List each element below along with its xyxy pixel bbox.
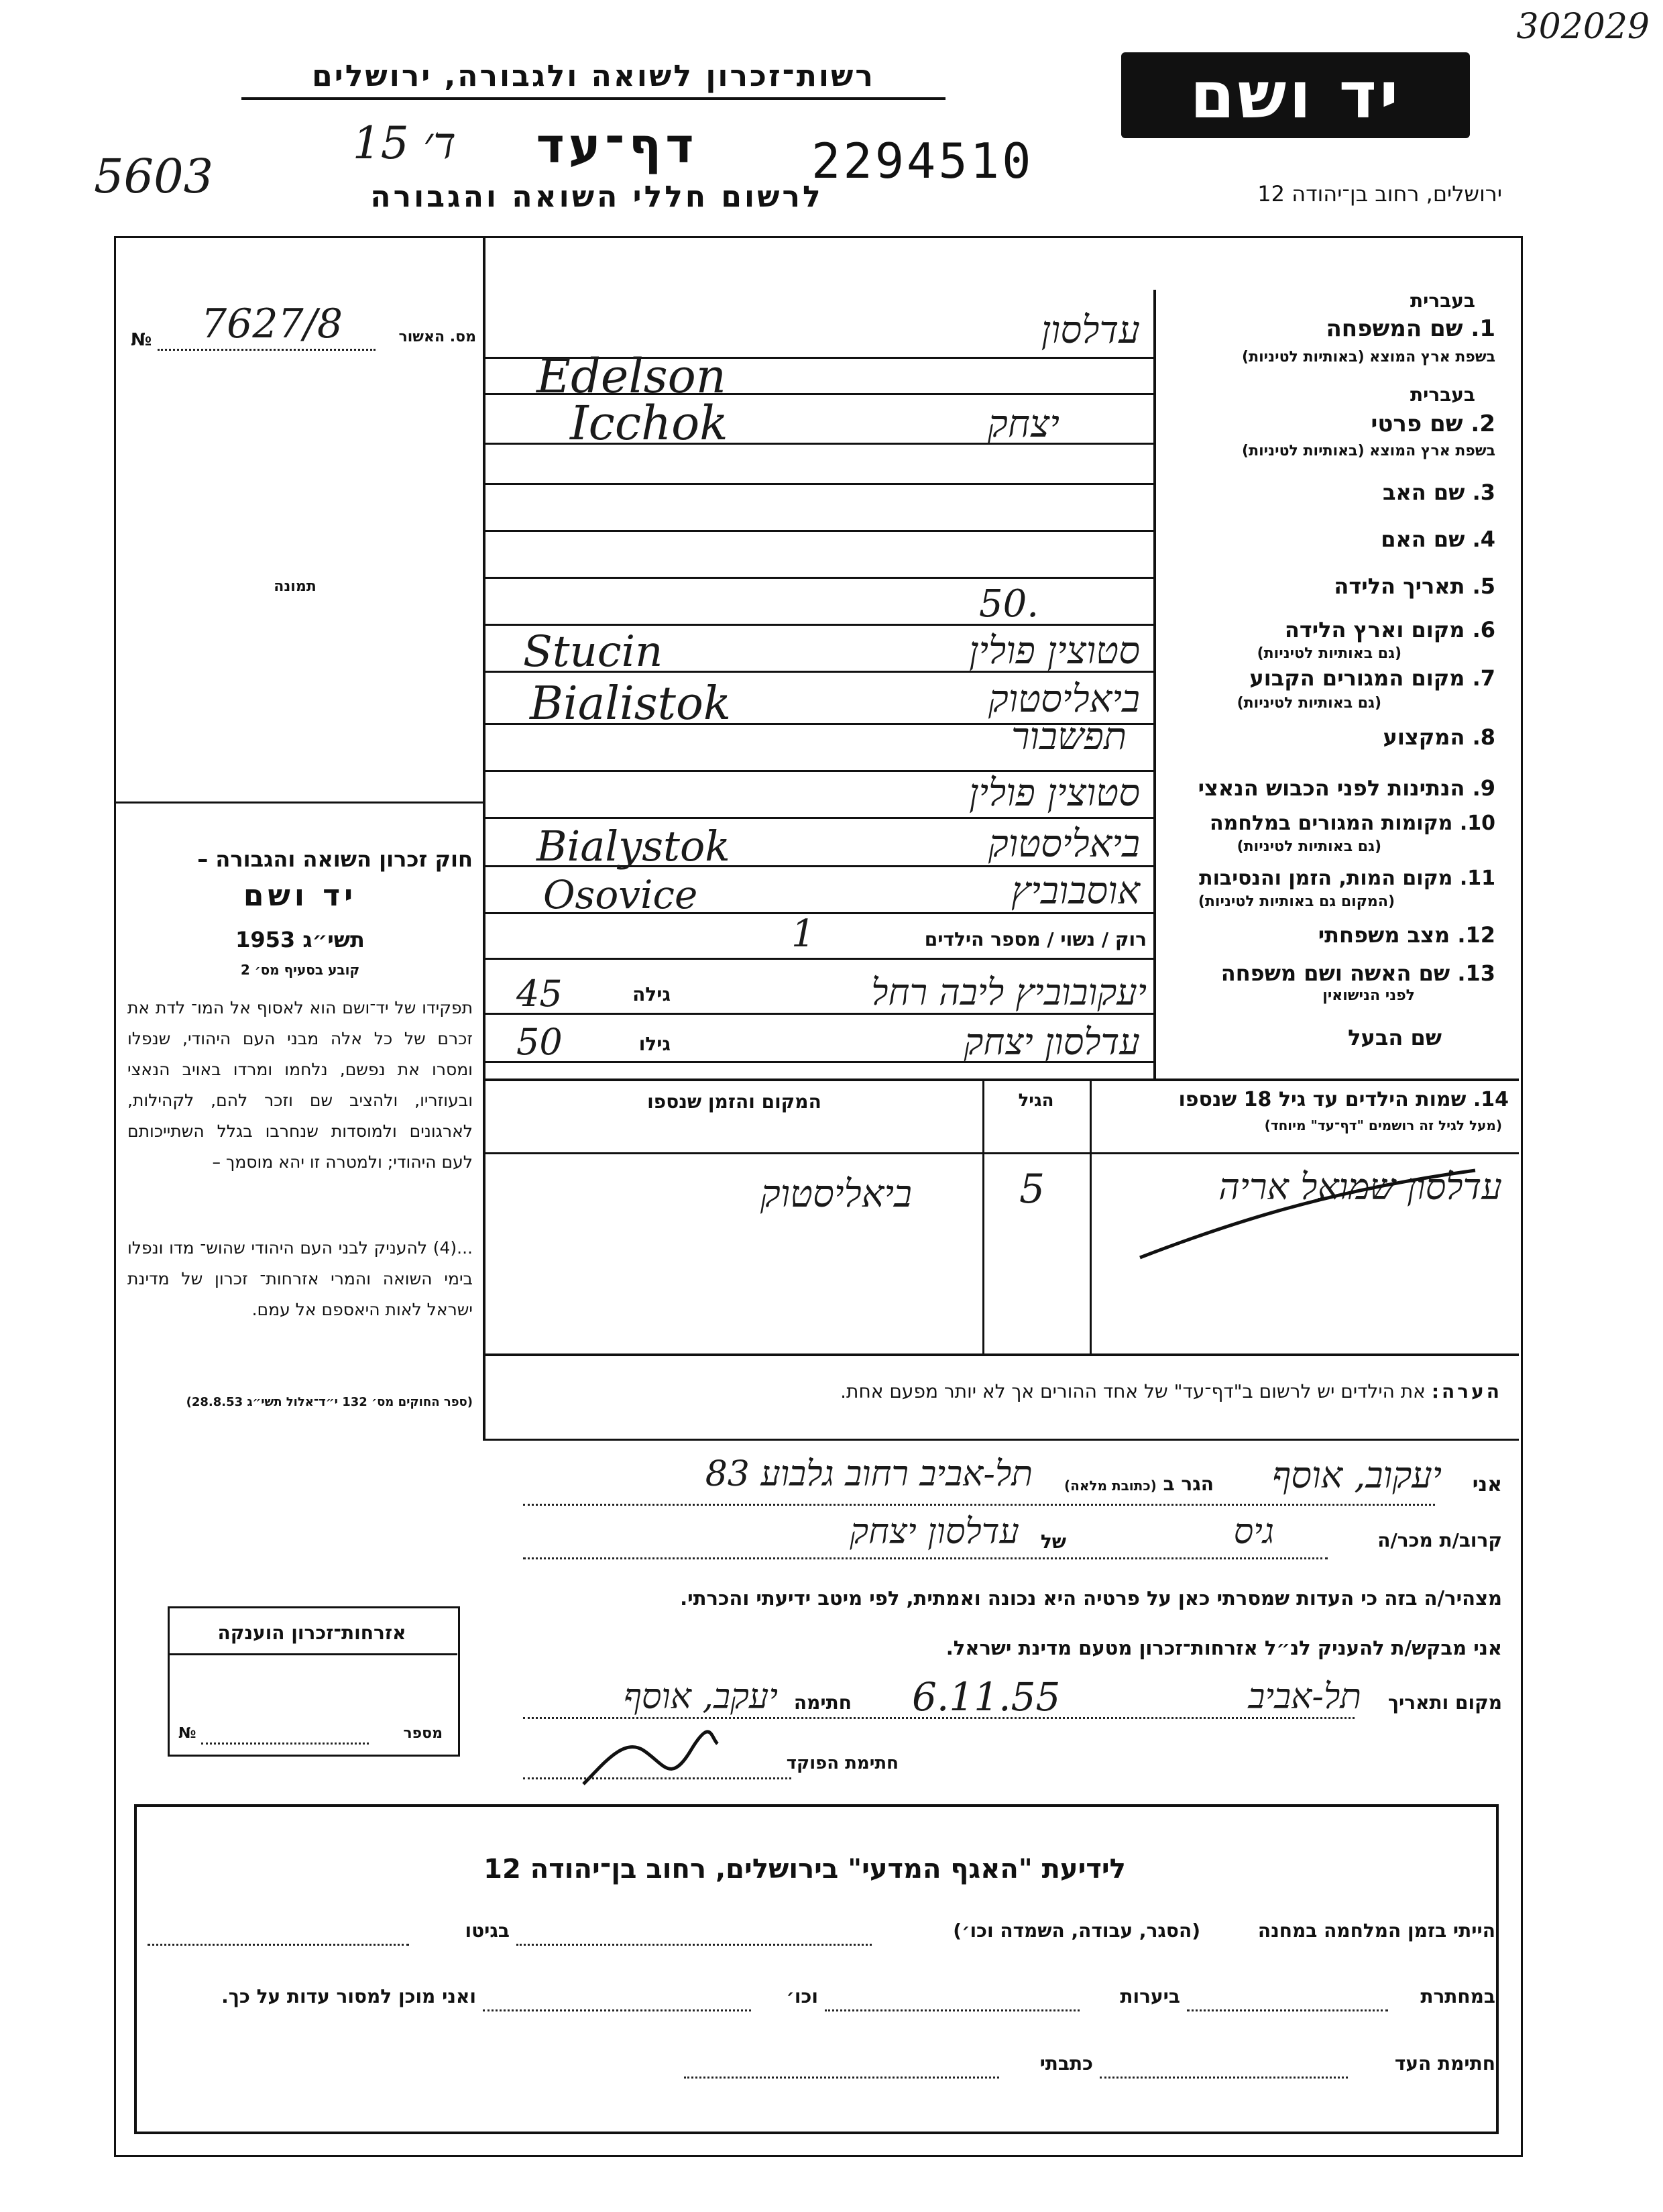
decl-resides-label xyxy=(1033,1473,1214,1495)
row-line-6 xyxy=(485,577,1153,579)
children-bottom-rule xyxy=(485,1353,1519,1356)
field-8-text: המקצוע xyxy=(1383,724,1465,750)
field-10-text: מקומות המגורים במלחמה xyxy=(1210,812,1453,835)
row-line-14 xyxy=(485,958,1153,960)
law-title: חוק זכרון השואה והגבורה – xyxy=(197,846,473,872)
bottom-base-rule xyxy=(134,2132,1499,2134)
approval-line xyxy=(158,349,376,351)
citizenship-number-label: מספר xyxy=(403,1725,443,1742)
bottom-line1-a: הייתי בזמן המלחמה במחנה xyxy=(1257,1920,1495,1942)
field-4-num: 4. xyxy=(1472,527,1495,552)
field-1-text: שם המשפחה xyxy=(1326,315,1463,342)
field-2-tag: בעברית xyxy=(1410,384,1475,406)
field-11-num: 11. xyxy=(1459,867,1495,890)
photo-label: תמונה xyxy=(274,578,317,595)
decl-statement-2: אני מבקש/ת להעניק לנ״ל אזרחות־זכרון מטעם מדינת ישראל. xyxy=(945,1637,1502,1659)
field-9-label xyxy=(1160,775,1495,801)
child-row-name: עדלסון שמואל אריה xyxy=(1218,1166,1502,1208)
citizenship-no-sign: № xyxy=(178,1725,196,1742)
children-title-text: שמות הילדים עד גיל 18 שנספו xyxy=(1178,1088,1467,1111)
decl-of-value: עדלסון יצחק xyxy=(850,1512,1019,1552)
field-3-label xyxy=(1160,480,1495,505)
husband-age-label: גילו xyxy=(638,1033,671,1055)
field-2-sub: בשפת ארץ המוצא (באותיות לטיניות) xyxy=(1242,443,1495,459)
law-top-rule xyxy=(114,801,484,804)
decl-signature-value: יעקב, אוסף xyxy=(623,1677,778,1717)
bottom-left-rule xyxy=(134,1804,137,2133)
decl-of-label: של xyxy=(1040,1531,1066,1553)
marital-label: רוק / נשוי / מספר הילדים xyxy=(924,928,1147,950)
field-2-text: שם פרטי xyxy=(1371,410,1463,437)
field-husband-value: עדלסון יצחק xyxy=(964,1021,1140,1063)
stamped-number: 2294510 xyxy=(811,133,1034,189)
note-label: הערה: xyxy=(1431,1380,1502,1402)
label-column-divider xyxy=(1153,290,1156,1081)
field-husband-label xyxy=(1160,1025,1442,1050)
decl-relative-label: קרוב/ת מכר/ה xyxy=(1377,1529,1502,1551)
field-1-tag: בעברית xyxy=(1410,290,1475,312)
authority-line: רשות־זכרון לשואה ולגבורה, ירושלים xyxy=(312,59,875,93)
field-1-hebrew: עדלסון xyxy=(1041,309,1140,352)
field-12-label xyxy=(1160,922,1495,948)
decl-address-hint: (כתובת מלאה) xyxy=(1064,1478,1157,1494)
decl-line-2 xyxy=(523,1557,1328,1559)
note-bottom-rule xyxy=(483,1439,1519,1441)
citizenship-title: אזרחות־זכרון הוענקה xyxy=(217,1622,406,1644)
field-6-num: 6. xyxy=(1472,617,1495,643)
field-2-num: 2. xyxy=(1471,410,1495,437)
row-line-7 xyxy=(485,624,1153,626)
approval-label: מס. האשור xyxy=(398,329,476,345)
field-8-num: 8. xyxy=(1472,724,1495,750)
bottom-dot-2 xyxy=(148,1944,409,1946)
field-6-sub: (גם באותיות לטיניות) xyxy=(1257,645,1401,662)
field-6-label xyxy=(1160,617,1495,643)
field-9-text: הנתינות לפני הכבוש הנאצי xyxy=(1198,775,1465,801)
law-paragraph-2: ...(4) להעניק לבני העם היהודי שהוש־ מדו ונפלו בימי השואה והמרי אזרחות־ זכרון של מדינת ישראל לאות היאספם אל עמם. xyxy=(127,1238,473,1319)
field-6-text: מקום וארץ הלידה xyxy=(1284,617,1465,643)
field-2-hebrew: יצחק xyxy=(987,402,1059,446)
field-1-sub: בשפת ארץ המוצא (באותיות לטיניות) xyxy=(1242,349,1495,366)
note xyxy=(496,1380,1502,1402)
decl-signature-label: חתימה xyxy=(793,1692,852,1714)
decl-line-3 xyxy=(523,1717,1355,1719)
field-7-sub: (גם באותיות לטיניות) xyxy=(1237,695,1381,712)
decl-statement-1: מצהיר/ה בזה כי העדות שמסרתי כאן על פרטיה היא נכונה ואמתית, לפי מיטב ידיעתי והכרתי. xyxy=(680,1587,1502,1610)
hand-mark: ד׳ 15 xyxy=(352,117,456,169)
children-col-1 xyxy=(982,1079,984,1353)
decl-date-value: 6.11.55 xyxy=(912,1674,1061,1720)
children-title-sub: (מעל לגיל זה רושמים "דף־עד" מיוחד) xyxy=(1264,1117,1502,1133)
bottom-right-rule xyxy=(1496,1804,1499,2133)
page-subtitle: לרשום חללי השואה והגבורה xyxy=(370,180,823,214)
wife-age-value: 45 xyxy=(516,973,563,1015)
field-10-hebrew: ביאליסטוק xyxy=(988,822,1140,866)
decl-i-label: אני xyxy=(1472,1473,1502,1496)
field-7-text: מקום המגורים הקבוע xyxy=(1249,665,1465,691)
left-column-divider xyxy=(483,236,485,1440)
wife-age-label: גילה xyxy=(632,983,671,1005)
field-12-text: מצב משפחתי xyxy=(1318,922,1450,948)
note-text: את הילדים יש לרשום ב"דף־עד" של אחד ההורים אך לא יותר מפעם אחת. xyxy=(840,1380,1426,1402)
marital-value: 1 xyxy=(791,912,815,956)
approval-value: 7627/8 xyxy=(201,300,343,347)
law-reference: (ספר החוקים מס׳ 132 י״ד־אלול תשי״ג 28.8.53) xyxy=(186,1395,473,1409)
field-3-text: שם האב xyxy=(1382,480,1465,505)
field-13-value: יעקובוביץ ליבה רחל xyxy=(871,971,1147,1013)
bottom-dot-1 xyxy=(516,1944,872,1946)
decl-i-value: יעקוב, אוסף xyxy=(1272,1454,1442,1496)
field-10-num: 10. xyxy=(1459,812,1495,835)
field-9-value: סטוצין פולין xyxy=(969,771,1140,815)
field-11-sub: (המקום גם באותיות לטיניות) xyxy=(1198,893,1395,910)
field-11-label xyxy=(1160,867,1495,890)
law-clause: קובע בסעיף מס׳ 2 xyxy=(240,962,360,978)
field-1-latin: Edelson xyxy=(536,349,726,404)
bottom-dot-3 xyxy=(1187,2009,1388,2011)
row-line-5 xyxy=(485,530,1153,532)
bottom-dot-7 xyxy=(684,2077,999,2079)
bottom-top-rule xyxy=(134,1804,1499,1807)
field-2-latin: Icchok xyxy=(570,396,728,451)
field-5-text: תאריך הלידה xyxy=(1334,573,1465,599)
children-col-2 xyxy=(1090,1079,1092,1353)
decl-address-value: תל-אביב רחוב גלבוע 83 xyxy=(705,1454,1033,1494)
field-3-num: 3. xyxy=(1472,480,1495,505)
row-line-4 xyxy=(485,483,1153,485)
child-row-age: 5 xyxy=(1019,1166,1045,1213)
field-13-label xyxy=(1160,960,1495,986)
bottom-line2-d: ואני מוכן למסור עדות על כך. xyxy=(221,1985,476,2007)
field-husband-text: שם הבעל xyxy=(1348,1025,1442,1050)
bottom-dot-5 xyxy=(483,2009,751,2011)
decl-place-date-label: מקום ותאריך xyxy=(1387,1692,1502,1714)
logo-text: יד ושם xyxy=(1190,58,1401,133)
field-7-label xyxy=(1160,665,1495,691)
bottom-heading: לידיעת "האגף המדעי" בירושלים, רחוב בן־יהודה 12 xyxy=(483,1854,1126,1885)
bottom-line1-c: בגיטו xyxy=(465,1920,510,1942)
field-11-hebrew: אוסבוביץ xyxy=(1011,869,1140,913)
field-6-latin: Stucin xyxy=(523,627,663,677)
children-header-rule xyxy=(485,1152,1519,1154)
children-place-header: המקום והזמן שנספו xyxy=(647,1091,821,1113)
children-num: 14. xyxy=(1473,1088,1509,1111)
bottom-line1-b: (הסגר, עבודה, השמדה וכו׳) xyxy=(953,1920,1200,1942)
field-9-num: 9. xyxy=(1472,775,1495,801)
law-year: תשי״ג 1953 xyxy=(235,927,365,952)
citizenship-rule xyxy=(168,1653,457,1655)
decl-resides-text: הגר ב xyxy=(1163,1473,1214,1495)
field-5-value: 50. xyxy=(979,582,1039,626)
field-1-num: 1. xyxy=(1471,315,1495,342)
bottom-dot-4 xyxy=(825,2009,1080,2011)
children-top-rule xyxy=(485,1079,1519,1081)
decl-officer-label: חתימת הפוקד xyxy=(786,1753,899,1773)
corner-number: 302029 xyxy=(1516,7,1650,47)
child-row-place: ביאליסטוק xyxy=(760,1172,912,1216)
authority-underline xyxy=(241,97,945,100)
address: ירושלים, רחוב בן־יהודה 12 xyxy=(1257,181,1502,207)
hand-number: 5603 xyxy=(94,149,214,204)
row-line-11 xyxy=(485,817,1153,819)
law-name: יד ושם xyxy=(243,879,357,913)
field-4-label xyxy=(1160,527,1495,552)
approval-no-sign: № xyxy=(131,330,152,350)
bottom-line2-c: וכו׳ xyxy=(786,1985,818,2007)
field-13-num: 13. xyxy=(1457,960,1495,986)
field-10-latin: Bialystok xyxy=(536,822,730,871)
children-age-header: הגיל xyxy=(1018,1091,1054,1111)
field-11-latin: Osovice xyxy=(543,872,698,918)
law-paragraph-1: תפקידו של יד־ושם הוא לאסוף אל המו־ לדת את זכרם של כל אלה מבני העם היהודי, שנפלו ומסרו את נפשם, נלחמו ומרדו באויב הנאצי ובעוזריו, ולהציב שם וזכר להם, לקהילות, לארגונים ולמוסדות שנחרבו בגלל השתייכותם לעם היהודי; ולמטרה זו יהא מוסמך – xyxy=(127,998,473,1172)
bottom-line3-a: חתימת העד xyxy=(1394,2052,1495,2075)
bottom-line2-b: ביערות xyxy=(1120,1985,1180,2007)
field-6-hebrew: סטוצין פולין xyxy=(969,629,1140,673)
field-2-label xyxy=(1160,410,1495,437)
field-7-num: 7. xyxy=(1472,665,1495,691)
field-8-label xyxy=(1160,724,1495,750)
field-7-latin: Bialistok xyxy=(530,677,732,730)
field-5-label xyxy=(1160,573,1495,599)
decl-line-1 xyxy=(523,1504,1435,1506)
field-13-text: שם האשה ושם משפחה xyxy=(1220,960,1450,986)
logo-block xyxy=(1121,52,1470,138)
bottom-line2-a: במחתרת xyxy=(1420,1985,1495,2007)
husband-age-value: 50 xyxy=(516,1021,563,1063)
field-8-value: תפשבור xyxy=(1011,715,1127,759)
decl-relative-value: גיס xyxy=(1233,1512,1274,1552)
decl-place-value: תל-אביב xyxy=(1248,1677,1361,1717)
field-10-label xyxy=(1160,812,1495,835)
field-13-sub: לפני הנישואין xyxy=(1322,987,1415,1004)
field-5-num: 5. xyxy=(1472,573,1495,599)
bottom-line3-b: כתבתי xyxy=(1039,2052,1093,2075)
field-10-sub: (גם באותיות לטיניות) xyxy=(1237,838,1381,855)
field-11-text: מקום המות, הזמן והנסיבות xyxy=(1199,867,1453,890)
child-row-strike xyxy=(1127,1164,1502,1271)
decl-line-4 xyxy=(523,1777,791,1779)
children-title xyxy=(1100,1088,1509,1111)
field-1-label xyxy=(1160,315,1495,342)
bottom-dot-6 xyxy=(1100,2077,1348,2079)
field-4-text: שם האם xyxy=(1381,527,1465,552)
field-12-num: 12. xyxy=(1457,922,1495,948)
citizenship-no-line xyxy=(201,1743,369,1745)
field-7-hebrew: ביאליסטוק xyxy=(988,677,1140,721)
officer-signature xyxy=(577,1724,724,1798)
page-title: דף־עד xyxy=(536,117,698,174)
